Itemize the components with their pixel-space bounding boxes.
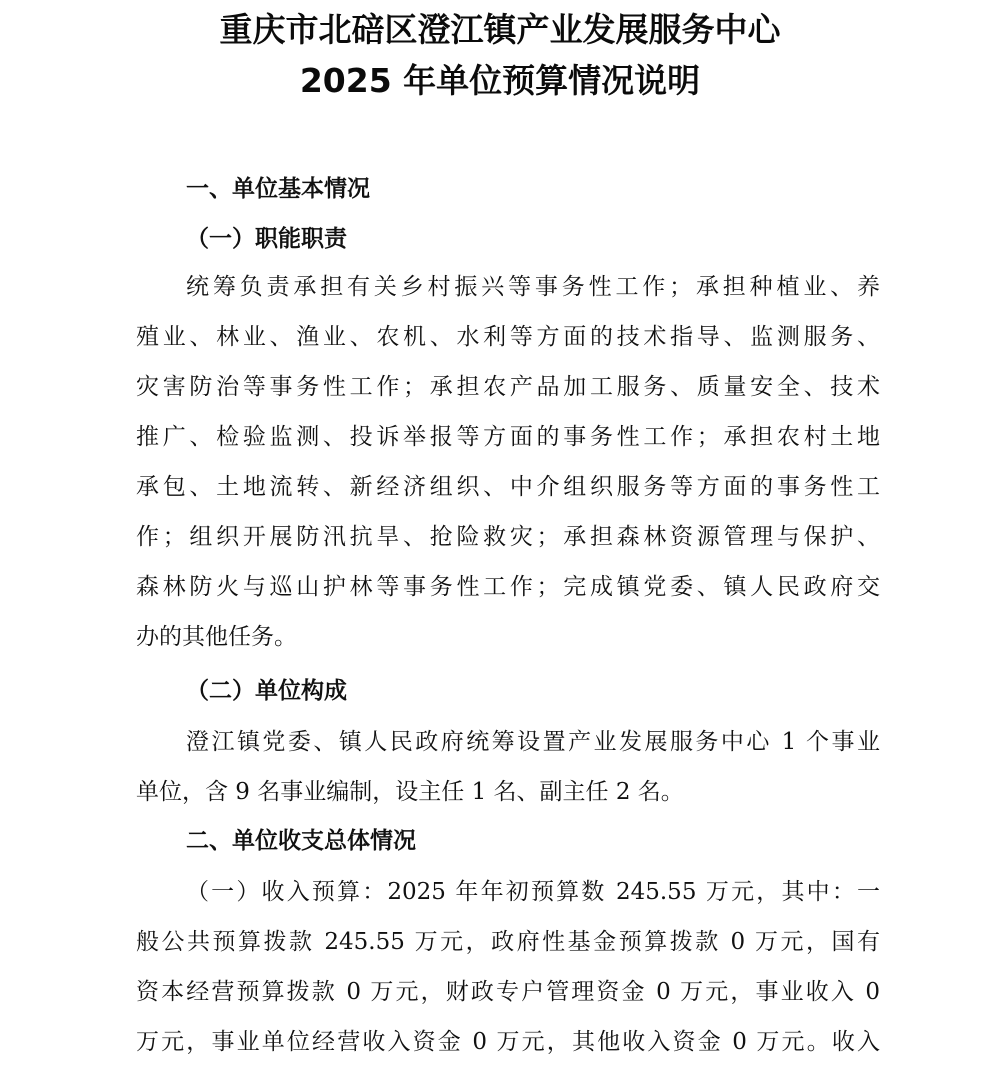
paragraph-duties [136, 262, 880, 662]
paragraph-income-budget [136, 867, 880, 1067]
paragraph-line: 般公共预算拨款 245.55 万元，政府性基金预算拨款 0 万元，国有 [136, 929, 880, 955]
paragraph-line: 万元，事业单位经营收入资金 0 万元，其他收入资金 0 万元。收入 [136, 1029, 880, 1055]
section-heading-budget-overview: 二、单位收支总体情况 [186, 828, 416, 854]
section-heading-basic-info: 一、单位基本情况 [186, 176, 370, 202]
paragraph-line: 灾害防治等事务性工作；承担农产品加工服务、质量安全、技术 [136, 374, 880, 400]
paragraph-line: （一）收入预算：2025 年年初预算数 245.55 万元，其中：一 [186, 879, 880, 905]
paragraph-line: 单位，含 9 名事业编制，设主任 1 名、副主任 2 名。 [136, 779, 684, 805]
paragraph-line: 殖业、林业、渔业、农机、水利等方面的技术指导、监测服务、 [136, 324, 880, 350]
subsection-heading-duties: （一）职能职责 [186, 225, 347, 252]
paragraph-composition [136, 717, 880, 817]
subsection-heading-composition: （二）单位构成 [186, 677, 347, 704]
document-title-line-1: 重庆市北碚区澄江镇产业发展服务中心 [219, 10, 781, 49]
paragraph-line: 推广、检验监测、投诉举报等方面的事务性工作；承担农村土地 [136, 424, 880, 450]
paragraph-line: 承包、土地流转、新经济组织、中介组织服务等方面的事务性工 [136, 474, 880, 500]
document-title-line-2: 2025 年单位预算情况说明 [299, 61, 701, 100]
paragraph-line: 资本经营预算拨款 0 万元，财政专户管理资金 0 万元，事业收入 0 [136, 979, 880, 1005]
paragraph-line: 森林防火与巡山护林等事务性工作；完成镇党委、镇人民政府交 [136, 574, 880, 600]
paragraph-line: 统筹负责承担有关乡村振兴等事务性工作；承担种植业、养 [186, 274, 880, 300]
paragraph-line: 澄江镇党委、镇人民政府统筹设置产业发展服务中心 1 个事业 [186, 729, 880, 755]
paragraph-line: 作；组织开展防汛抗旱、抢险救灾；承担森林资源管理与保护、 [136, 524, 880, 550]
paragraph-line: 办的其他任务。 [136, 624, 297, 650]
